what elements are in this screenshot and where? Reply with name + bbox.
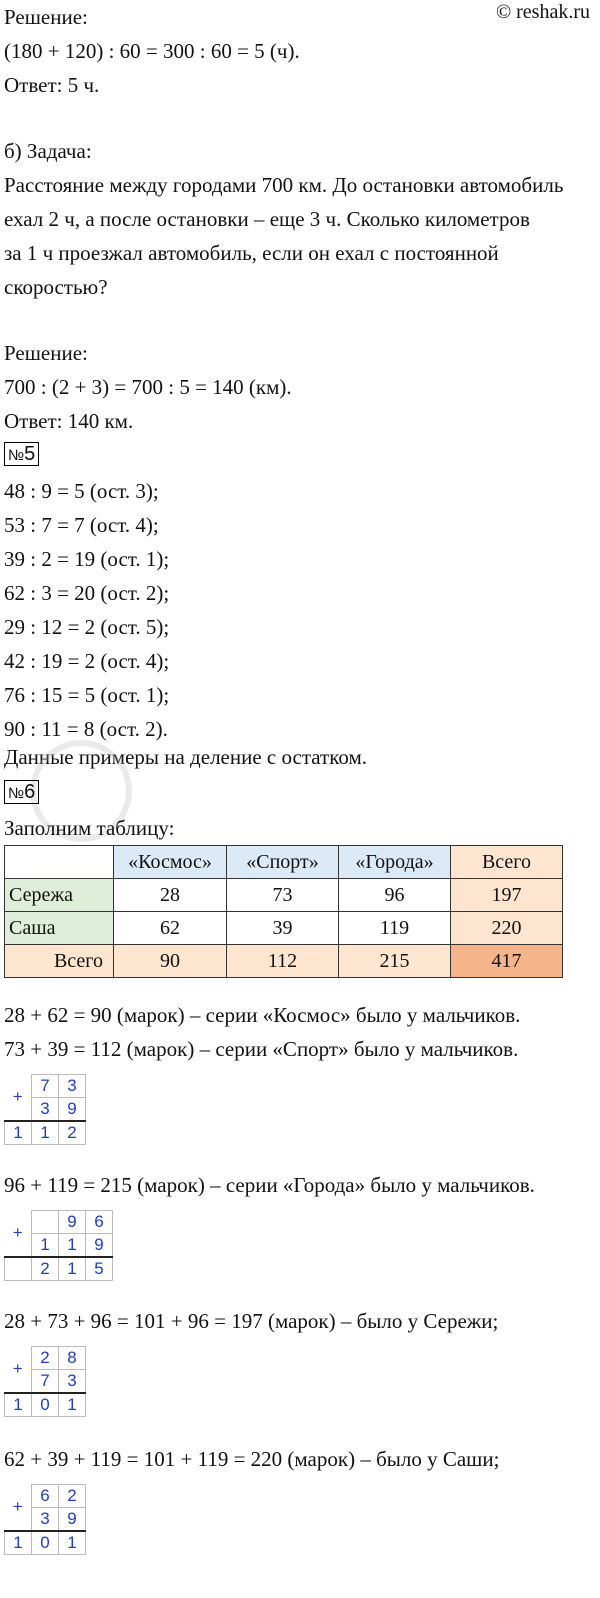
site-watermark: © reshak.ru <box>495 1 590 23</box>
table-cell: 73 <box>227 879 339 912</box>
table-row-label: Всего <box>5 945 114 978</box>
digit-cell: 1 <box>5 1531 32 1555</box>
digit-cell: 3 <box>59 1370 86 1394</box>
column-addition-2 <box>4 1210 113 1281</box>
answer-line: Ответ: 5 ч. <box>4 73 100 97</box>
digit-cell: 2 <box>32 1347 59 1370</box>
table-row-label: Сережа <box>5 879 114 912</box>
solution-label: Решение: <box>4 5 88 29</box>
solution-label: Решение: <box>4 341 88 365</box>
table-total-cell: 417 <box>451 945 563 978</box>
digit-cell: 9 <box>59 1508 86 1532</box>
table-row <box>5 912 563 945</box>
digit-cell: 1 <box>32 1234 59 1258</box>
table-cell: 220 <box>451 912 563 945</box>
plus-sign: + <box>12 1497 23 1517</box>
plus-sign: + <box>12 1223 23 1243</box>
sum-statement: 73 + 39 = 112 (марок) – серии «Спорт» было у мальчиков. <box>4 1037 519 1061</box>
conclusion-line: Данные примеры на деление с остатком. <box>4 745 367 769</box>
table-cell: 197 <box>451 879 563 912</box>
column-addition-4 <box>4 1484 86 1555</box>
sum-statement: 28 + 73 + 96 = 101 + 96 = 197 (марок) – было у Сережи; <box>4 1309 499 1333</box>
division-line: 29 : 12 = 2 (ост. 5); <box>4 615 170 639</box>
digit-cell: 8 <box>59 1347 86 1370</box>
stamps-table <box>4 845 563 978</box>
division-line: 42 : 19 = 2 (ост. 4); <box>4 649 170 673</box>
solution-expression: 700 : (2 + 3) = 700 : 5 = 140 (км). <box>4 375 292 399</box>
division-line: 53 : 7 = 7 (ост. 4); <box>4 513 159 537</box>
digit-cell: 3 <box>32 1098 59 1122</box>
table-cell: 28 <box>114 879 227 912</box>
number-sign: № <box>8 447 25 464</box>
digit-cell: 1 <box>32 1121 59 1145</box>
digit-cell: 1 <box>59 1234 86 1258</box>
digit-cell: 7 <box>32 1075 59 1098</box>
table-cell: 96 <box>339 879 451 912</box>
division-line: 48 : 9 = 5 (ост. 3); <box>4 479 159 503</box>
task-text-line: за 1 ч проезжал автомобиль, если он ехал с постоянной <box>4 241 499 265</box>
task-text-line: Расстояние между городами 700 км. До остановки автомобиль <box>4 173 564 197</box>
task-heading: б) Задача: <box>4 139 92 163</box>
division-line: 62 : 3 = 20 (ост. 2); <box>4 581 170 605</box>
digit-cell: 1 <box>59 1531 86 1555</box>
sum-statement: 62 + 39 + 119 = 101 + 119 = 220 (марок) – было у Саши; <box>4 1447 500 1471</box>
digit-cell: 9 <box>86 1234 113 1258</box>
digit-cell: 1 <box>5 1393 32 1417</box>
column-addition-1 <box>4 1074 86 1145</box>
digit-cell: 5 <box>86 1257 113 1281</box>
digit-cell: 2 <box>59 1121 86 1145</box>
digit-cell <box>32 1211 59 1234</box>
table-intro: Заполним таблицу: <box>4 816 175 840</box>
table-cell: 112 <box>227 945 339 978</box>
division-line: 76 : 15 = 5 (ост. 1); <box>4 683 170 707</box>
table-cell: 62 <box>114 912 227 945</box>
number-sign: № <box>8 785 25 802</box>
table-corner-cell <box>5 846 114 879</box>
sum-statement: 28 + 62 = 90 (марок) – серии «Космос» было у мальчиков. <box>4 1003 521 1027</box>
table-header-row <box>5 846 563 879</box>
digit-cell: 6 <box>32 1485 59 1508</box>
solution-expression: (180 + 120) : 60 = 300 : 60 = 5 (ч). <box>4 39 300 63</box>
sum-statement: 96 + 119 = 215 (марок) – серии «Города» было у мальчиков. <box>4 1173 535 1197</box>
task-number-6 <box>4 780 39 804</box>
table-row-label: Саша <box>5 912 114 945</box>
table-cell: 39 <box>227 912 339 945</box>
answer-line: Ответ: 140 км. <box>4 409 134 433</box>
table-header-cell: «Спорт» <box>227 846 339 879</box>
table-cell: 90 <box>114 945 227 978</box>
task-text-line: скоростью? <box>4 275 108 299</box>
table-header-cell: «Города» <box>339 846 451 879</box>
digit-cell: 2 <box>59 1485 86 1508</box>
digit-cell: 3 <box>59 1075 86 1098</box>
plus-sign: + <box>12 1359 23 1379</box>
task-text-line: ехал 2 ч, а после остановки – еще 3 ч. Сколько километров <box>4 207 530 231</box>
column-addition-3 <box>4 1346 86 1417</box>
division-line: 39 : 2 = 19 (ост. 1); <box>4 547 170 571</box>
table-row <box>5 945 563 978</box>
digit-cell: 0 <box>32 1393 59 1417</box>
digit-cell: 6 <box>86 1211 113 1234</box>
task-number: 6 <box>24 781 36 803</box>
table-cell: 119 <box>339 912 451 945</box>
digit-cell: 9 <box>59 1211 86 1234</box>
digit-cell: 9 <box>59 1098 86 1122</box>
digit-cell: 7 <box>32 1370 59 1394</box>
table-row <box>5 879 563 912</box>
digit-cell <box>5 1257 32 1281</box>
division-line: 90 : 11 = 8 (ост. 2). <box>4 717 168 741</box>
table-cell: 215 <box>339 945 451 978</box>
task-number-5 <box>4 442 39 466</box>
digit-cell: 2 <box>32 1257 59 1281</box>
plus-sign: + <box>12 1087 23 1107</box>
task-number: 5 <box>24 443 36 465</box>
digit-cell: 3 <box>32 1508 59 1532</box>
digit-cell: 1 <box>59 1393 86 1417</box>
table-header-cell: Всего <box>451 846 563 879</box>
digit-cell: 1 <box>59 1257 86 1281</box>
digit-cell: 1 <box>5 1121 32 1145</box>
digit-cell: 0 <box>32 1531 59 1555</box>
table-header-cell: «Космос» <box>114 846 227 879</box>
